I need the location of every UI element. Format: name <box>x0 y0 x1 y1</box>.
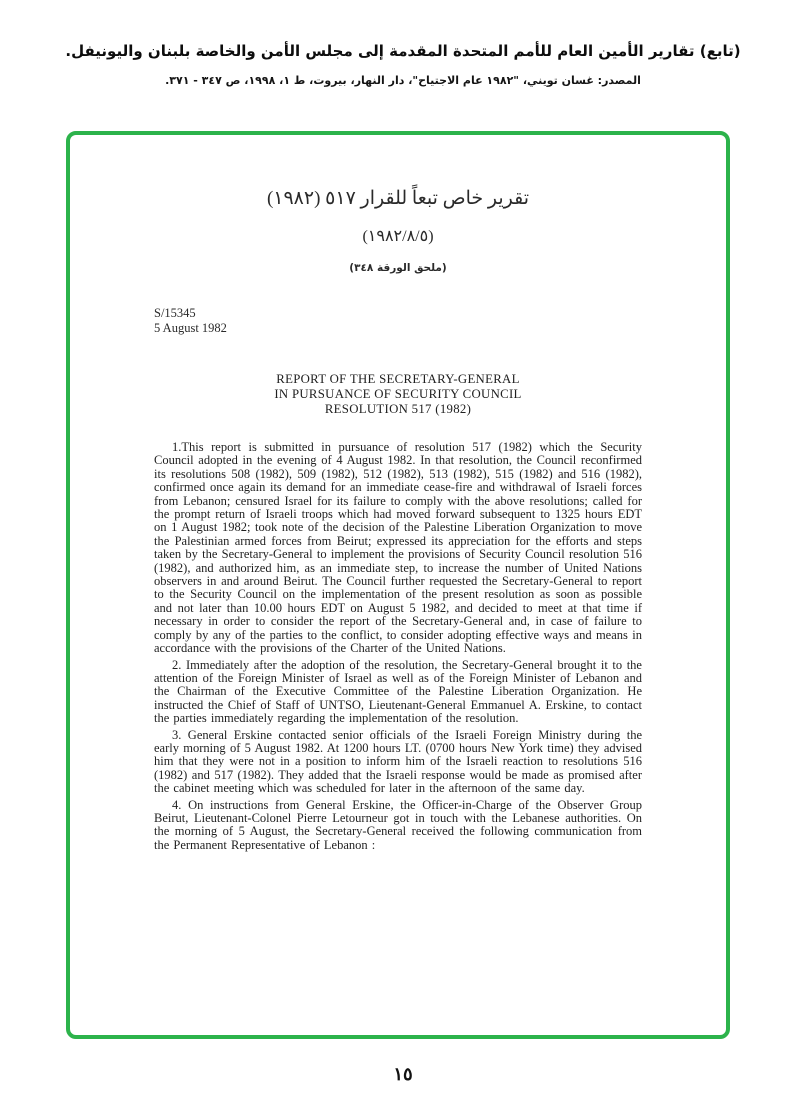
page-header <box>0 0 806 87</box>
document-heading <box>154 372 642 417</box>
heading-line-3: RESOLUTION 517 (1982) <box>324 402 472 416</box>
heading-line-2: IN PURSUANCE OF SECURITY COUNCIL <box>274 387 522 401</box>
paragraph-4: 4. On instructions from General Erskine, the Officer-in-Charge of the Observer Group Beirut, Lieutenant-Colonel Pierre Letourneur got in touch with the Lebanese authorities. On the morning of 5 August, the Secretary-General received the following communication from the Permanent Representative of Lebanon : <box>154 797 642 852</box>
heading-line-1: REPORT OF THE SECRETARY-GENERAL <box>276 372 520 386</box>
document-body <box>154 441 642 852</box>
document-id-block <box>154 306 642 336</box>
document-date: 5 August 1982 <box>154 321 227 335</box>
arabic-report-title: تقرير خاص تبعاً للقرار ٥١٧ (١٩٨٢) <box>266 188 530 209</box>
paragraph-3: 3. General Erskine contacted senior officials of the Israeli Foreign Ministry during the early morning of 5 August 1982. At 1200 hours LT. (0700 hours New York time) they advised him that they were not in a position to inform him of the Israeli reaction to resolutions 516 (1982) and 517 (1982). They added that the Israeli response would be made as promised after the cabinet meeting which was scheduled for later in the afternoon of the same day. <box>154 727 642 796</box>
document-frame <box>66 131 730 1039</box>
arabic-annex-note: (ملحق الورقة ٣٤٨) <box>349 262 447 274</box>
document-content <box>70 135 726 852</box>
paragraph-2: 2. Immediately after the adoption of the resolution, the Secretary-General brought it to the attention of the Foreign Minister of Israel as well as of the Foreign Minister of Lebanon and the Chairman of the Executive Committee of the Palestine Liberation Organization. He instructed the Chief of Staff of UNTSO, Lieutenant-General Emmanuel A. Erskine, to contact the parties immediately regarding the implementation of the resolution. <box>154 657 642 726</box>
document-number: S/15345 <box>154 306 196 320</box>
arabic-report-date: (١٩٨٢/٨/٥) <box>362 228 434 245</box>
paragraph-1: 1.This report is submitted in pursuance of resolution 517 (1982) which the Security Council adopted in the evening of 4 August 1982. In that resolution, the Council reconfirmed its resolutions 508 (1982), 509 (1982), 512 (1982), 513 (1982), 515 (1982) and 516 (1982), confirmed once again its demand for an immediate cease-fire and withdrawal of Israeli forces from Lebanon; censured Israel for its failure to comply with the above resolutions; called for the prompt return of Israeli troops which had moved forward subsequent to 1325 hours EDT on 1 August 1982; took note of the decision of the Palestine Liberation Organization to move the Palestinian armed forces from Beirut; expressed its appreciation for the efforts and steps taken by the Secretary-General to implement the provisions of Security Council resolution 516 (1982), and authorized him, as an immediate step, to increase the number of United Nations observers in and around Beirut. The Council further requested the Secretary-General to report to the Security Council on the implementation of the present resolution as soon as possible and not later than 10.00 hours EDT on August 5 1982, and decided to meet at that time if necessary in order to consider the report of the Secretary-General and, in case of failure to comply by any of the parties to the conflict, to consider adopting effective ways and means in accordance with the provisions of the Charter of the United Nations. <box>154 440 642 656</box>
page-number: ١٥ <box>393 1064 413 1084</box>
header-title-arabic: (تابع) تقارير الأمين العام للأمم المتحدة المقدمة إلى مجلس الأمن والخاصة بلبنان واليونيفل. <box>65 42 741 60</box>
arabic-title-block <box>154 187 642 274</box>
header-source-arabic: المصدر: غسان تويني، "١٩٨٢ عام الاجتياح"، دار النهار، بيروت، ط ١، ١٩٩٨، ص ٣٤٧ - ٣٧١. <box>165 74 641 87</box>
